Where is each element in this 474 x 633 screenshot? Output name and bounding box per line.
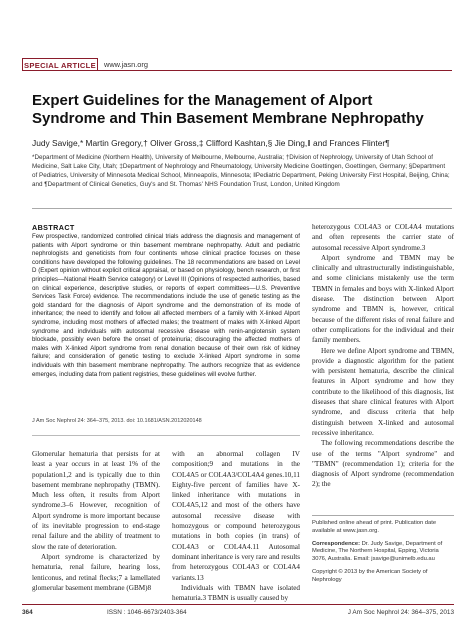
- correspondence-text: Dr. Judy Savige, Department of Medicine, The Northern Hospital, Epping, Victoria 3076, Australia. Email: jsavige@unimelb.edu.au: [312, 540, 443, 563]
- article-title: Expert Guidelines for the Management of Alport Syndrome and Thin Basement Membrane Nephropathy: [32, 92, 424, 127]
- body-paragraph: Individuals with TBMN have isolated hematuria.3 TBMN is usually caused by: [172, 583, 300, 603]
- page-footer: [22, 607, 454, 619]
- body-column-left: [32, 449, 160, 593]
- body-paragraph: Glomerular hematuria that persists for at least a year occurs in at least 1% of the population1,2 and is typically due to thin basement membrane nephropathy (TBMN). Much less often, it results from Alport syndrome.3–6 However, recognition of Alport syndrome is more important because of its inevitable progression to end-stage renal failure and the ability of treatment to slow the rate of deterioration.: [32, 450, 160, 551]
- body-paragraph: with an abnormal collagen IV composition;9 and mutations in the COL4A5 or COL4A3/COL4A4 genes.10,11 Eighty-five percent of families have X-linked inheritance with mutations in COL4A5,12 and most of the others have autosomal recessive disease with homozygous or compound heterozygous mutations in both copies (in trans) of COL4A3 or COL4A4.11 Autosomal dominant inheritance is very rare and results from heterozygous COL4A3 or COL4A4 variants.13: [172, 450, 300, 582]
- body-paragraph: Here we define Alport syndrome and TBMN, provide a diagnostic algorithm for the patient with persistent hematuria, describe the clinical features in Alport syndrome and how they contribute to the likelihood of this diagnosis, list diseases that share clinical features with Alport syndrome, and discuss criteria that help distinguish between X-linked and autosomal recessive inheritance.: [312, 346, 454, 437]
- header-divider: [22, 70, 452, 71]
- abstract-divider: [32, 435, 300, 436]
- author-list: Judy Savige,* Martin Gregory,† Oliver Gross,‡ Clifford Kashtan,§ Jie Ding,‖ and Frances Flinter¶: [32, 138, 390, 148]
- citation-line: J Am Soc Nephrol 24: 364–375, 2013. doi: 10.1681/ASN.2012020148: [32, 418, 202, 424]
- publication-note: Published online ahead of print. Publication date available at www.jasn.org.: [312, 520, 437, 534]
- correspondence-note: [312, 541, 454, 564]
- author-affiliations: *Department of Medicine (Northern Health), University of Melbourne, Melbourne, Australia; †Division of Nephrology, University of Utah School of Medicine, Salt Lake City, Utah; ‡Department of Nephrology and Rheumatology, University Medicine Goettingen, Goettingen, Germany; §Department of Pediatrics, University of Minnesota Medical School, Minneapolis, Minnesota; ‖Pediatric Department, Peking University First Hospital, Beijing, China; and ¶Department of Clinical Genetics, Guy's and St. Thomas' NHS Foundation Trust, London, United Kingdom: [32, 154, 450, 188]
- copyright-note: Copyright © 2013 by the American Society of Nephrology: [312, 568, 428, 583]
- correspondence-label: Correspondence:: [312, 540, 360, 547]
- abstract-text: Few prospective, randomized controlled clinical trials address the diagnosis and management of patients with Alport syndrome or thin basement membrane nephropathy. Adult and pediatric nephrologists and geneticists from four continents whose clinical practice focuses on these conditions have developed the following guidelines. The 18 recommendations are based on Level D (Expert opinion without explicit critical appraisal, or based on physiology, bench research, or first principles—National Health Service category) or Level III (Opinions of respected authorities, based on clinical experience, descriptive studies, or reports of expert committees—U.S. Preventive Services Task Force) evidence. The recommendations include the use of genetic testing as the gold standard for the diagnosis of Alport syndrome and the demonstration of its mode of inheritance; the need to identify and follow all affected members of a family with X-linked Alport syndrome, including most mothers of affected males; the treatment of males with X-linked Alport syndrome and individuals with autosomal recessive disease with renin-angiotensin system blockade, possibly even before the onset of proteinuria; discouraging the affected mothers of males with X-linked Alport syndrome from renal donation because of their own risk of kidney failure; and consideration of genetic testing to exclude X-linked Alport syndrome in some individuals with thin basement membrane nephropathy. The authors recognize that as evidence emerges, including data from patient registries, these guidelines will evolve further.: [32, 233, 300, 378]
- body-paragraph: The following recommendations describe the use of the terms "Alport syndrome" and "TBMN" (recommendation 1); criteria for the diagnosis of Alport syndrome (recommendation 2); the: [312, 439, 454, 489]
- journal-reference: J Am Soc Nephrol 24: 364–375, 2013: [347, 609, 454, 616]
- body-column-middle: [172, 449, 300, 603]
- abstract-heading: ABSTRACT: [32, 223, 75, 232]
- article-notes: [312, 515, 454, 590]
- issn: ISSN : 1046-6673/2403-364: [107, 609, 187, 616]
- journal-website-link[interactable]: www.jasn.org: [104, 60, 148, 69]
- page-number: 364: [22, 609, 33, 616]
- body-paragraph: heterozygous COL4A3 or COL4A4 mutations and often represents the carrier state of autosomal recessive Alport syndrome.3: [312, 223, 454, 252]
- footer-divider: [22, 604, 454, 605]
- special-article-badge: SPECIAL ARTICLE: [22, 58, 98, 71]
- body-paragraph: Alport syndrome is characterized by hematuria, renal failure, hearing loss, lenticonus, and retinal flecks;7 a lamellated glomerular basement membrane (GBM)8: [32, 552, 160, 592]
- body-paragraph: Alport syndrome and TBMN may be clinically and ultrastructurally indistinguishable, and some clinicians mistakenly use the term TBMN in females and boys with X-linked Alport disease. The distinction between Alport syndrome and TBMN is, however, critical because of the different risks of renal failure and other complications for the individual and their family members.: [312, 253, 454, 345]
- title-divider: [32, 208, 452, 209]
- body-column-right: [312, 222, 454, 490]
